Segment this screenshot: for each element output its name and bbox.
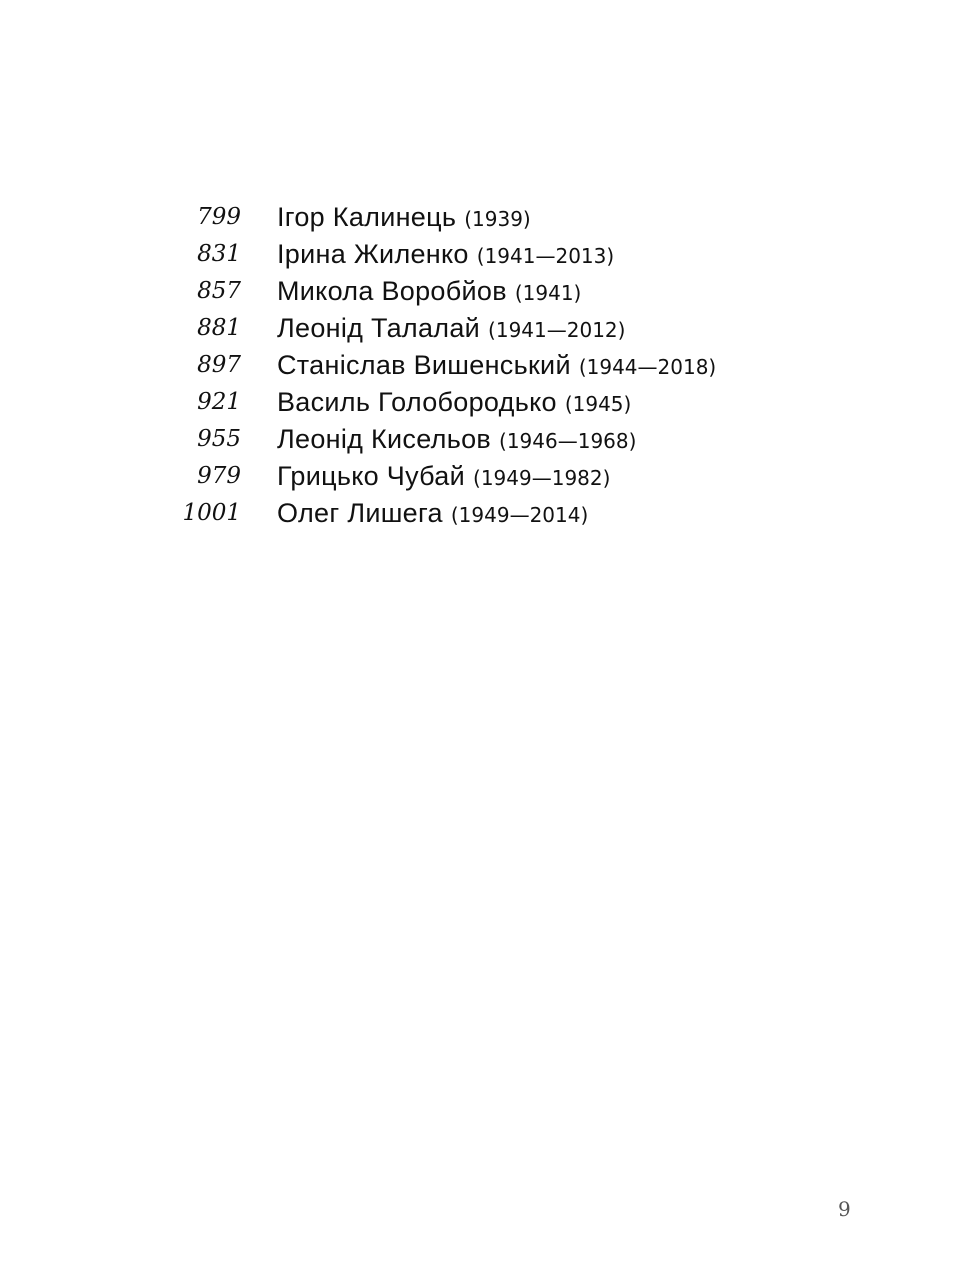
page-number: 9 (838, 1197, 851, 1221)
toc-entry-name: Станіслав Вишенський (277, 350, 571, 380)
toc-entry-text (277, 310, 625, 351)
toc-entry (0, 347, 963, 384)
toc-entry-years: (1941) (514, 281, 582, 305)
table-of-contents (0, 199, 963, 532)
toc-entry (0, 273, 963, 310)
toc-entry-years: (1941—2013) (476, 244, 615, 268)
toc-entry-years: (1949—2014) (450, 503, 589, 527)
toc-entry-page: 921 (197, 389, 241, 415)
toc-entry-years: (1949—1982) (473, 466, 611, 490)
toc-entry-page: 831 (197, 241, 241, 267)
toc-entry-years: (1946—1968) (499, 429, 637, 453)
toc-entry-text (277, 347, 716, 388)
toc-entry-text (277, 384, 631, 425)
toc-entry-years: (1945) (564, 392, 632, 416)
toc-entry-text (277, 199, 531, 240)
toc-entry-page: 979 (197, 463, 241, 489)
toc-entry (0, 199, 963, 236)
toc-entry (0, 458, 963, 495)
toc-entry-text (277, 458, 610, 499)
toc-entry (0, 384, 963, 421)
toc-entry-name: Олег Лишега (277, 498, 443, 528)
toc-entry-name: Ірина Жиленко (277, 239, 469, 269)
toc-entry-text (277, 273, 581, 314)
toc-entry-text (277, 421, 636, 462)
toc-entry-name: Микола Воробйов (277, 276, 507, 306)
toc-entry-page: 897 (197, 352, 241, 378)
toc-entry-name: Леонід Кисельов (277, 424, 492, 454)
toc-entry-page: 799 (197, 204, 241, 230)
toc-entry-page: 857 (197, 278, 241, 304)
toc-entry-text (277, 236, 614, 277)
toc-entry-years: (1944—2018) (578, 355, 717, 379)
toc-entry-page: 955 (197, 426, 241, 452)
toc-entry-years: (1941—2012) (488, 318, 626, 342)
toc-entry-years: (1939) (464, 207, 531, 231)
toc-entry (0, 421, 963, 458)
toc-entry-name: Грицько Чубай (277, 461, 466, 491)
toc-entry-name: Василь Голобородько (277, 387, 557, 417)
toc-entry-page: 1001 (182, 500, 241, 526)
toc-entry-name: Леонід Талалай (277, 313, 481, 343)
toc-entry-page: 881 (197, 315, 241, 341)
toc-entry-name: Ігор Калинець (277, 202, 457, 232)
toc-entry (0, 310, 963, 347)
toc-entry (0, 495, 963, 532)
toc-entry-text (277, 495, 588, 536)
toc-entry (0, 236, 963, 273)
